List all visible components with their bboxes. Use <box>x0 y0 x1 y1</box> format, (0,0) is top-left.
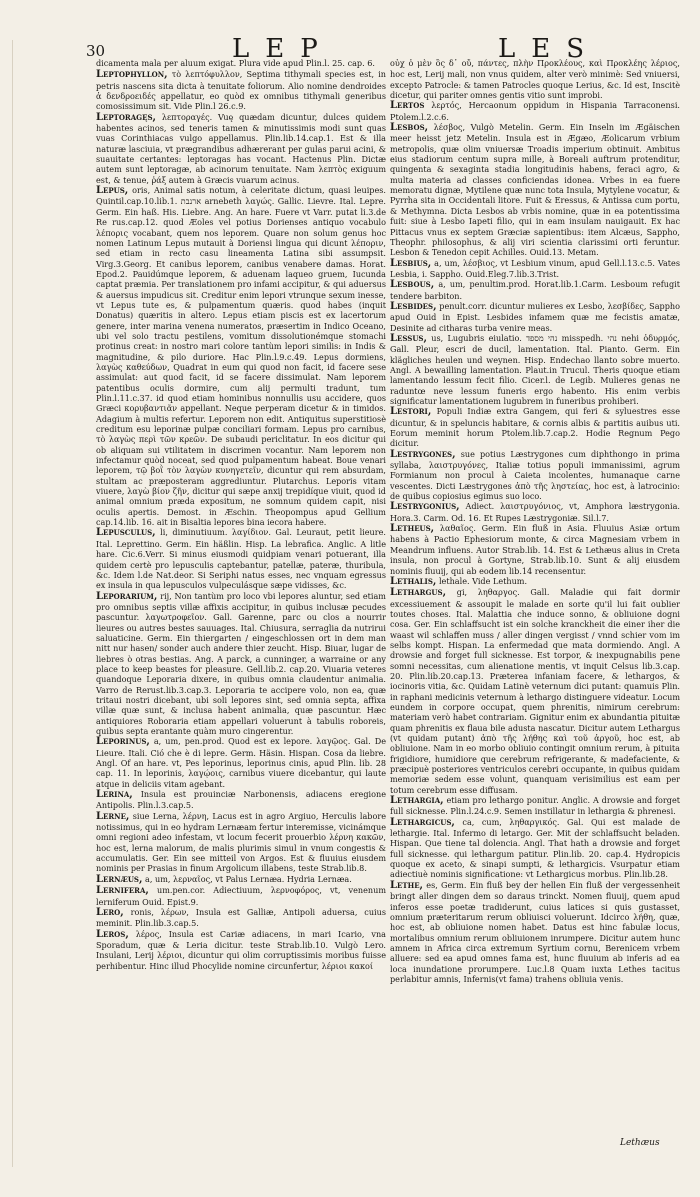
dictionary-entry <box>390 406 680 448</box>
entry-text: us, Lugubris eiulatio. נהי מספד misspedh. נהי nehi ὀδυρμός, Gall. Pleur, escri de ducil, lamentation. Ital. Pianto. Germ. Ein klägliches heulen und weynen. Hisp. Endechao llanto sobre muerto. Angl. A bewailling lamentation. Plaut.in Trucul. Theris quoque etiam lamentando lessum fecit filio. Cicer.l. de Legib. Mulieres genas ne raduntœ neve lessum funeris ergo habento. His enim verbis significatur lamentationem lugubrem in funeribus prohiberi. <box>390 332 680 406</box>
dictionary-entry <box>96 112 386 185</box>
entry-text: etiam pro lethargo ponitur. Anglic. A drowsie and forget full sicknesse. Plin.l.24.c.9. Semen instillatur in lethargia & phrenesi. <box>390 795 681 817</box>
entry-headword: Lestrygones, <box>390 448 456 460</box>
dictionary-entry <box>390 880 680 984</box>
dictionary-entry <box>390 523 680 576</box>
dictionary-entry <box>390 576 680 587</box>
entry-text: lethale. Vide Lethum. <box>438 575 528 586</box>
dictionary-entry <box>96 185 386 527</box>
entry-text: λαθαῖος. Germ. Ein fluß in Asia. Fluuius Asiæ ortum habens à Pactio Ephesiorum monte, & circa Magnesiam vrbem in Meandrum influens. Autor Strab.lib. 14. Est & Lethæus alius in Creta insula, non procul à Gortyne, Strab.lib.10. Sunt & alij eiusdem nominis fluuij, qui ab eodem lib.14 recensentur. <box>390 523 680 576</box>
entry-text: es, Germ. Ein fluß bey der hellen Ein fluß der vergessenheit bringt aller dingen dem so daraus trinckt. Nomen fluuij, quem apud inferos esse poetæ tradiderunt, cuius latices si quis gustasset, omnium præteritarum rerum obliuisci voluerunt. Idcirco λήθη, quæ, hoc est, ab obliuione nomen habet. Datus est hinc fabulæ locus, mortalibus omnium rerum obliuionem inrumpere. Dicitur autem hunc amnem in Africa circa extremum Syrtium cornu, Berenicem vrbem alluere: sed ea apud omnes fama est, hunc fluuium ab inferis ad ea loca inundatione prorumpere. Luc.l.8 Quam iuxta Lethes tacitus perlabitur amnis, Infernis(vt fama) trahens obliuia venis. <box>390 879 680 984</box>
entry-headword: Leptophyllon, <box>96 69 168 81</box>
dictionary-entry <box>390 449 680 502</box>
entry-text: gi, ληθαργος. Gall. Maladie qui fait dormir excessiuement & assoupit le malade en sorte qu'il lui fait oublier toutes choses. Ital. Malattia che induce sonno, & obliuione dogni cosa. Ger. Ein schlaffsucht ist ein solche kranckheit die einer iher die waast wil schlaffen muss / aller dingen vergisst / vnnd schier vom im selbs kompt. Hispan. La enfermedad que mata dormiendo. Angl. A drowsie and forget full sicknesse. Est torpor, & inexpugnabilis pene somni necessitas, cum alienatione mentis, vt inquit Celsus lib.3.cap. 20. Plin.lib.20.cap.13. Præterea infaniam facere, & lethargos, & iocinoris vitia, &c. Quidam Latinè veternum dici putant: quamuis Plin. in raphani medicinis veternum à lethargo distinguere videatur. Locum eundem in corpore occupat, quem phrenitis, nimirum cerebrum: materiam verò habet contrariam. Gignitur enim ex abundantia pituitæ quam phrenitis ex flaua bile adusta nascatur. Dicitur autem Lethargus (vt quidam putant) ἀπὸ τῆς λήθης καὶ τοῦ ἀργοῦ, hoc est, ab obliuione. Nam in eo morbo obliuio contingit omnium rerum, à pituita frigidiore, humidiore que cerebrum refrigerante, & madefaciente, & præcipuè posteriores ventriculos cerebri occupante, in quibus quidam memoriæ sedem esse volunt, quanquam verisimilius est eam per totum cerebrum esse diffusam. <box>390 587 681 795</box>
dictionary-entry <box>96 789 386 811</box>
entry-text: Adiect. λαιστρυγόνιος, vt, Amphora læstrygonia. Hora.3. Carm. Od. 16. Et Rupes Læstrygoniæ. Sil.l.7. <box>390 501 680 523</box>
entry-headword: Lessus, <box>390 332 427 344</box>
dictionary-entry <box>96 874 386 885</box>
dictionary-entry <box>390 817 680 880</box>
entry-headword: Lesbius, <box>390 257 432 269</box>
catchword: Lethæus <box>620 1138 660 1148</box>
entry-headword: Lerne, <box>96 810 130 822</box>
entry-text: τὸ λεπτόφυλλον, Septima tithymali species est, in petris nascens sita dicta à tenuitate foliorum. Alio nomine dendroides ἀ δενδροειδές appellatur, eo quòd ex omnibus tithymali generibus comosissimum sit. Vide Plin.l 26.c.9. <box>96 69 386 112</box>
entry-text: um.pen.cor. Adiectiuum, λερνοφόρος, vt, venenum lerniferum Ouid. Epist.9. <box>96 885 386 907</box>
entry-headword: Lesbides, <box>390 300 437 312</box>
entry-headword: Leporarium, <box>96 590 158 602</box>
dictionary-entry <box>96 736 386 789</box>
entry-text: λέρος, Insula est Cariæ adiacens, in mari Icario, vna Sporadum, quæ & Leria dicitur. teste Strab.lib.10. Vulgò Lero. Insulani, Lerij λέριοι, dicuntur qui olim corruptissimis moribus fuisse perhibentur. Hinc illud Phocylide nomine circunfertur, λέριοι κακοί <box>96 928 386 971</box>
dictionary-entry <box>96 527 386 590</box>
dictionary-entry <box>390 100 680 122</box>
entry-headword: Lerina, <box>96 789 133 801</box>
entry-headword: Lertos <box>390 100 425 112</box>
entry-text: li, diminutiuum. λαγίδιον. Gal. Leuraut, petit lieure. Ital. Leprettino. Germ. Ein häßlin. Hisp. La lebrafica. Anglic. A litle hare. Cic.6.Verr. Si minus eiusmodi quidpiam venari potuerant, illa quidem certè pro lepusculis captebantur, patellæ, pateræ, thuribula, &c. Idem l.de Nat.deor. Si Seriphi natus esses, nec vnquam egressus ex insula in qua lepusculos vulpeculásque sæpe vidisses, &c. <box>96 527 386 591</box>
guide-word-left: LEP <box>232 34 334 64</box>
entry-headword: Leptoragęs, <box>96 111 157 123</box>
entry-headword: Leporinus, <box>96 736 150 748</box>
entry-text: ca, cum, ληθαργικός. Gal. Qui est malade de lethargie. Ital. Infermo di letargo. Ger. Mit der schlaffsucht beladen. Hispan. Que tiene tal dolencia. Angl. That hath a drowsie and forget full sicknesse. qui lethargum patitur. Plin.lib. 20. cap.4. Hydropicis quoque ex aceto, & sinapi sumpti, & lethargicis. Vsurpatur etiam adiectiuè nominis significatione: vt Lethargicus morbus. Plin.lib.28. <box>390 816 680 880</box>
entry-headword: Letheus, <box>390 523 435 535</box>
entry-headword: Lethargia, <box>390 795 444 807</box>
dictionary-entry <box>390 58 680 100</box>
entry-headword: Lethargus, <box>390 587 447 599</box>
entry-headword: Lero, <box>96 906 124 918</box>
entry-headword: Lernæus, <box>96 873 143 885</box>
entry-text: Insula est prouinciæ Narbonensis, adiacens eregione Antipolis. Plin.l.3.cap.5. <box>96 789 386 811</box>
entry-headword: Lernifera, <box>96 885 149 897</box>
entry-text: a, um, penultim.prod. Horat.lib.1.Carm. Lesboum refugit tendere barbiton. <box>390 279 680 301</box>
entry-headword: Lesbous, <box>390 279 435 291</box>
dictionary-entry <box>96 69 386 111</box>
dictionary-entry <box>390 587 680 795</box>
dictionary-entry <box>96 591 386 737</box>
entry-headword: Lepusculus, <box>96 527 156 539</box>
entry-text: Populi Indiæ extra Gangem, qui feri & syluestres esse dicuntur, & in speluncis habitare, & cornis albis & partitis auibus uti. Eorum meminit horum Ptolem.lib.7.cap.2. Hodie Regnum Pego dicitur. <box>390 406 680 449</box>
dictionary-entry <box>390 258 680 280</box>
entry-headword: Lepus, <box>96 185 129 197</box>
right-column <box>390 58 680 984</box>
dictionary-entry <box>390 279 680 301</box>
dictionary-entry <box>96 58 386 69</box>
entry-text: a, um, λερναῖος, vt Palus Lernæa. Hydria Lernæa. <box>145 873 352 884</box>
entry-text: rij, Non tantùm pro loco vbi lepores aluntur, sed etiam pro omnibus septis villæ affixis accipitur, in quibus inclusæ pecudes pascuntur. λαγωτροφεῖον. Gall. Garenne, parc ou clos a nourrir lieures ou autres bestes sauuages. Ital. Chiusura, serraglia da nutrirui saluaticine. Germ. Ein thiergarten / eingeschlossen ort in dem man nitt nur hasen/ sonder auch andere thier zeucht. Hisp. Biuar, lugar de liebres ò otras bestias. Ang. A parck, a cunninger, a warraine or any place to keep beastes for pleasure. Gell.lib.2. cap.20. Viuaria veteres quandoque Leporaria dixere, in quibus omnia claudentur animalia. Varro de Rerust.lib.3.cap.3. Leporaria te accipere volo, non ea, quæ tritaui nostri dicebant, ubi soli lepores sint, sed omnia septa, affixa villæ quæ sunt, & inclusa habent animalia, quæ pascuntur. Hæc antiquiores Roboraria etiam appellari voluerunt à tabulis roboreis, quibus septa erantante quàm muro cingerentur. <box>96 590 386 736</box>
entry-text: ronis, λέρων, Insula est Galliæ, Antipoli aduersa, cuius meminit. Plin.lib.3.cap.5. <box>96 906 387 929</box>
entry-text: οὐχ ὁ μὲν ὃς δ᾽ οὔ, πάντες, πλὴν Προκλέους, καὶ Προκλέης λέριος, hoc est, Lerij mali, non vnus quidem, alter verò minimè: Sed vniuersi, excepto Patrocle: & tamen Patrocles quoque Lerius, &c. Id est, Inscitè dicetur, qui pariter omnes gentis vitio sunt improbi. <box>390 58 680 101</box>
dictionary-entry <box>390 333 680 406</box>
entry-text: sue potius Læstrygones cum diphthongo in prima syllaba, λαιστρυγόνες, Italiæ totius populi immanissimi, agrum Formianum non procul à Caieta incolentes, humanaque carne vescentes. Dicti Læstrygones ἀπὸ τῆς ληστείας, hoc est, à latrocinio: de quibus copiosius egimus suo loco. <box>390 448 680 502</box>
page-gutter-line <box>12 40 13 1167</box>
entry-text: a, um, pen.prod. Quod est ex lepore. λαγῷος. Gal. De Lieure. Itali. Ció che è di lepre. Germ. Häsin. Hispan. Cosa da liebre. Angl. Of an hare. vt, Pes leporinus, leporinus cinis, apud Plin. lib. 28 cap. 11. In leporinis, λαγῴοις, carnibus viuere dicebantur, qui laute atque in deliciis vitam agebant. <box>96 736 386 789</box>
dictionary-entry <box>96 885 386 907</box>
dictionary-entry <box>390 501 680 523</box>
entry-text: penult.corr. dicuntur mulieres ex Lesbo, λεσβίδες, Sappho apud Ouid in Epist. Lesbides infamem quæ me fecistis amatæ, Desinite ad citharas turba venire meas. <box>390 300 681 333</box>
entry-text: a, um, λέσβιος, vt Lesbium vinum, apud Gell.l.13.c.5. Vates Lesbia, i. Sappho. Ouid.Eleg.7.lib.3.Trist. <box>390 257 680 279</box>
entry-headword: Lethargicus, <box>390 816 455 828</box>
left-column <box>96 58 386 971</box>
dictionary-entry <box>390 301 680 333</box>
dictionary-entry <box>390 122 680 257</box>
entry-text: λέσβος, Vulgò Metelin. Germ. Ein Inseln im Ægäischen meer heisst jetz Metelin. Insula est in Ægæo, Æolicarum vrbium metropolis, quæ olim vniuersæ Troadis imperium obtinuit. Ambitus eius stadiorum centum supra mille, à Boreali auftrum protenditur, quingenta & sexaginta stadia longitudinis habens, feraci agro, & multa materia ad classes conficiendas idonea. Vrbes in ea fuere memoratu dignæ, Mytilene quæ nunc tota Insula, Mytylene vocatur, & Pyrrha sita in Occidentali litore. Fuit & Eressus, & Antissa cum portu, & Methymna. Dicta Lesbos ab vrbis nomine, quæ in ea potentissima fuit: siue à Lesbo Iapeti filio, qui in eam insulam nauigauit. Ex hac Pittacus vnus ex septem Græciæ sapientibus: item Alcæus, Sappho, Theophr. philosophus, & alij viri scientia clarissimi orti feruntur. Lesbon & Tenedon cepit Achilles. Ouid.13. Metam. <box>390 122 680 258</box>
entry-headword: Lethalis, <box>390 575 437 587</box>
dictionary-entry <box>96 811 386 874</box>
entry-text: siue Lerna, λέρνη, Lacus est in agro Argiuo, Herculis labore notissimus, qui in eo hydram Lernæam fertur interemisse, vicinámque omni regioni adeo infestam, vt locum fecerit prouerbio λέρνη κακῶν, hoc est, lerna malorum, de malis plurimis simul in vnum congestis & accumulatis. Ger. Ein see mitteil von Argos. Est & fluuius eiusdem nominis per Prasias in finum Argolicum illabens, teste Strab.lib.8. <box>96 810 386 874</box>
entry-headword: Lethe, <box>390 879 424 891</box>
entry-headword: Lestrygonius, <box>390 501 460 513</box>
entry-headword: Lesbos, <box>390 122 429 134</box>
entry-headword: Leros, <box>96 928 129 940</box>
dictionary-entry <box>96 907 386 929</box>
entry-text: dicamenta mala per aluum exigat. Plura vide apud Plin.l. 25. cap. 6. <box>96 58 375 68</box>
entry-headword: Lestori, <box>390 406 432 418</box>
dictionary-entry <box>96 929 386 971</box>
page-number: 30 <box>86 42 106 60</box>
dictionary-entry <box>390 795 680 817</box>
entry-text: λεπτοραγές. Vuę quædam dicuntur, dulces quidem habentes acinos, sed teneris tamen & minutissimis modi sunt quas vuas Corinthiacas vulgo appellamus. Plin.lib.14.cap.1. Est & illa naturæ lasciuia, vt prægrandibus adhærerant per gulas parui acini, & suauitate certantes: leptoragas has vocant. Hactenus Plin. Dictæ autem sunt leptoragæ, ab acinorum tenuitate. Nam λεπτὸς exiguum est, & tenue, ῥάξ autem à Græcis vuarum acinus. <box>96 111 386 185</box>
guide-word-right: LES <box>498 34 601 64</box>
entry-text: oris, Animal satis notum, à celeritate dictum, quasi leuipes. Quintil.cap.10.lib.1. ארנבת arnebeth λαγώς. Gallic. Lievre. Ital. Lepre. Germ. Ein haß. His. Liebre. Ang. An hare. Fuere vt Varr. putat li.3.de Re rus.cap.12. quod Æoles vel potius Dorienses antiquo vocabulo λέπορις vocabant, quem nos leporem. Quare non solum genus hoc nomen Latinum Lepus mutauit à Doriensi lingua qui dicunt λέποριν, sed etiam in recto casu lineamenta Latina sibi assumpsit. Virg.3.Georg. Et canibus leporem, canibus venabere damas. Horat. Epod.2. Pauidúmque leporem, & aduenam laqueo gruem, Iucunda captat præmia. Per translationem pro infami accipitur, & qui aduersus & auersus impudicus sit. Creditur enim lepori vtrunque sexum inesse, vt Lepus tute es, & pulpamentum quæris. quod habes (inquit Donatus) quæritis in altero. Lepus etiam piscis est ex lacertorum genere, inter marina venena numeratos, præsertim in Indico Oceano, ubi vel solo tractu pestilens, vomitum dissolutionémque stomachi protinus creat: in nostro mari colore tantùm lepori similis: in Indis & magnitudine, & pilo duriore. Hac Plin.l.9.c.49. Lepus dormiens, λαγὼς καθεύδων, Quadrat in eum qui quod non facit, id facere sese assimulat: aut quod facit, id se facere dissimulat. Nam leporem patentibus oculis dormire, cum alij permulti tradunt, tum Plin.l.11.c.37. id quod etiam hominibus nonnullis usu accidere, quos Græci κορυβαντιᾶν appellant. Neque perperam dicetur & in timidos. Adagium à multis refertur. Leporem non edit. Antiquitus superstitiosè creditum esu leporinæ pulpæ conciliari formam. Lepus pro carnibus, τὸ λαγὼς περὶ τῶν κρεῶν. De subaudi periclitatur. In eos dicitur qui ob aliquam sui vtilitatem in discrimen vocantur. Nam leporem non infectamur quòd noceat, sed quod pulpamentum habeat. Boue venari leporem, τῷ βοῒ τὸν λαγὼν κυνηγετεῖν, dicuntur qui rem absurdam, stultam ac præposteram aggrediuntur. Plutarchus. Leporis vitam viuere, λαγὼ βίον ζῆν, dicitur qui sæpe anxij trepidíque viuit, quod id animal omnium præda expositum, ne somnum quidem capit, nisi oculis apertis. Demost. in Æschin. Theopompus apud Gellium cap.14.lib. 16. ait in Bisaltia lepores bina iecora habere. <box>96 185 387 528</box>
entry-text: λερτός, Hercaonum oppidum in Hispania Tarraconensi. Ptolem.l.2.c.6. <box>390 100 680 122</box>
